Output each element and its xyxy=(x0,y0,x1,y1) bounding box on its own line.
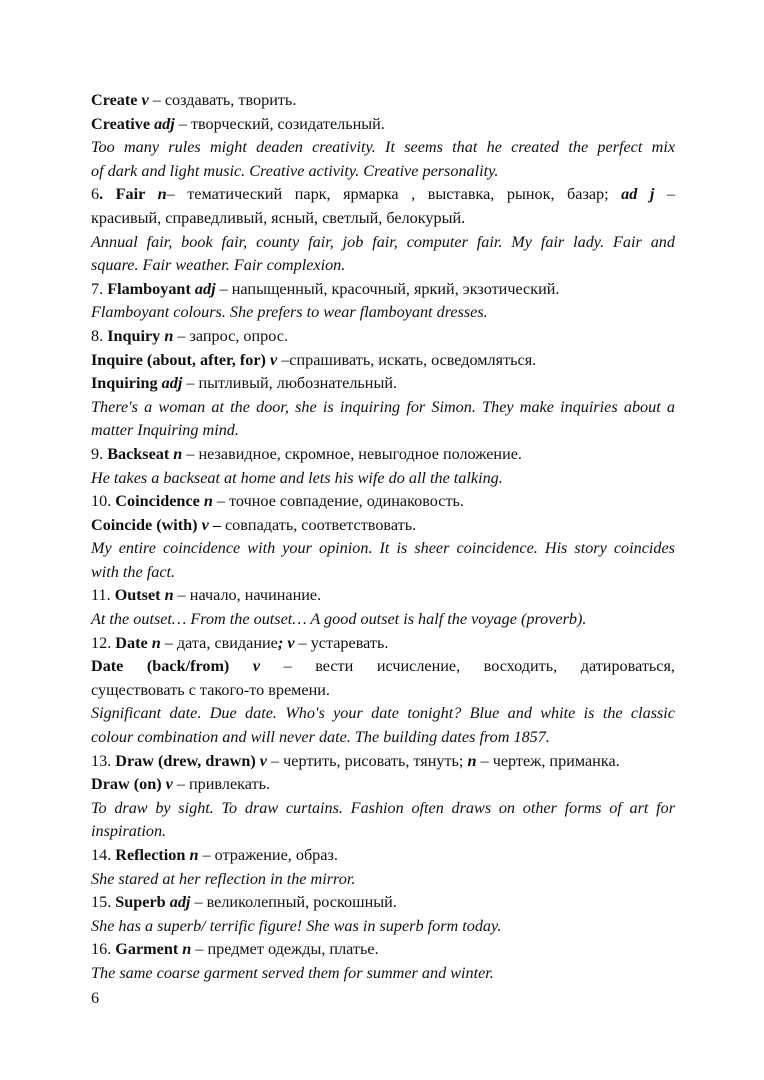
text-line xyxy=(91,868,675,892)
text-line xyxy=(91,561,675,585)
text-segment: Coincidence xyxy=(115,492,204,511)
text-segment: 14. xyxy=(91,846,116,864)
text-segment: with the fact. xyxy=(91,562,176,581)
text-segment: v xyxy=(141,91,149,109)
text-line xyxy=(91,467,675,491)
text-segment: Coincide (with) xyxy=(91,515,202,534)
text-line xyxy=(91,608,675,632)
text-segment: Flamboyant xyxy=(107,279,195,298)
text-segment: 12. xyxy=(91,633,116,652)
text-segment: – начало, начинание. xyxy=(173,586,322,605)
text-line xyxy=(91,514,675,538)
text-line xyxy=(91,655,675,679)
text-line xyxy=(91,632,675,656)
text-segment: –спрашивать, искать, осведомляться. xyxy=(277,350,537,369)
text-line xyxy=(91,938,675,962)
text-segment: square. Fair weather. Fair complexion. xyxy=(91,256,346,275)
text-line xyxy=(91,89,675,113)
text-segment: ; xyxy=(277,633,284,652)
text-segment: – привлекать. xyxy=(172,775,271,794)
text-segment: Inquire (about, after, for) xyxy=(91,350,270,369)
text-segment: v xyxy=(252,657,261,676)
text-line xyxy=(91,325,675,349)
text-segment: n xyxy=(164,586,174,605)
text-segment: – xyxy=(654,185,676,204)
text-segment: – создавать, творить. xyxy=(148,91,297,109)
text-segment: Creative xyxy=(91,114,155,133)
text-line xyxy=(91,231,675,255)
text-segment: Outset xyxy=(114,586,165,605)
text-segment: Reflection xyxy=(115,846,190,864)
text-segment: – предмет одежды, платье. xyxy=(191,940,379,959)
text-segment: Draw (drew, drawn) xyxy=(115,751,260,770)
text-segment: 9. xyxy=(91,444,108,463)
text-line xyxy=(91,891,675,915)
text-line xyxy=(91,419,675,443)
text-segment: – точное совпадение, одинаковость. xyxy=(212,492,464,511)
text-segment: n xyxy=(157,185,167,204)
text-line xyxy=(91,726,675,750)
text-segment: – творческий, созидательный. xyxy=(174,114,385,133)
text-segment: adj xyxy=(154,114,175,133)
text-segment: n xyxy=(164,326,174,345)
text-segment: Annual fair, book fair, county fair, job fair, computer fair. My fair lady. Fair and xyxy=(91,232,675,251)
text-segment: At the outset… From the outset… A good outset is half the voyage (proverb). xyxy=(91,610,587,629)
vocabulary-page-body xyxy=(91,89,675,986)
text-line xyxy=(91,915,675,939)
text-line xyxy=(91,679,675,703)
text-line xyxy=(91,844,675,868)
text-segment: – запрос, опрос. xyxy=(173,326,289,345)
text-segment: 6 xyxy=(91,185,100,204)
text-line xyxy=(91,537,675,561)
text-segment: Inquiring xyxy=(91,374,162,393)
text-segment: – xyxy=(208,515,225,534)
text-segment: inspiration. xyxy=(91,822,167,841)
text-segment: n xyxy=(467,751,477,770)
text-segment: Date (back/from) xyxy=(91,657,253,676)
text-line xyxy=(91,490,675,514)
text-segment: – устаревать. xyxy=(294,633,389,652)
text-segment: Garment xyxy=(115,940,183,959)
text-line xyxy=(91,301,675,325)
text-segment: n xyxy=(189,846,199,864)
text-line xyxy=(91,443,675,467)
text-segment: She has a superb/ terrific figure! She was in superb form today. xyxy=(91,916,502,935)
text-segment: Date xyxy=(115,633,152,652)
text-line xyxy=(91,183,675,207)
text-line xyxy=(91,396,675,420)
text-line xyxy=(91,750,675,774)
text-segment: of dark and light music. Creative activity. Creative personality. xyxy=(91,161,499,180)
text-line xyxy=(91,372,675,396)
text-segment: adj xyxy=(169,893,191,912)
text-segment: . Fair xyxy=(99,185,158,204)
text-segment: – пытливый, любознательный. xyxy=(182,374,398,393)
text-segment: – напыщенный, красочный, яркий, экзотический. xyxy=(215,279,560,298)
text-segment: adj xyxy=(194,279,216,298)
text-segment: My entire coincidence with your opinion. It is sheer coincidence. His story coincides xyxy=(91,539,675,558)
text-segment: There's a woman at the door, she is inquiring for Simon. They make inquiries about a xyxy=(91,397,675,416)
text-segment: Significant date. Due date. Who's your date tonight? Blue and white is the classic xyxy=(91,704,675,723)
text-segment: To draw by sight. To draw curtains. Fashion often draws on other forms of art for xyxy=(91,798,675,817)
text-segment: – чертить, рисовать, тянуть; xyxy=(266,751,468,770)
text-segment: 8. xyxy=(91,326,108,345)
text-segment: Inquiry xyxy=(107,326,165,345)
text-segment: n xyxy=(203,492,213,511)
text-segment: ad j xyxy=(621,185,655,204)
text-segment: Superb xyxy=(115,893,170,912)
text-segment: существовать с такого-то времени. xyxy=(91,680,330,699)
text-segment: She stared at her reflection in the mirror. xyxy=(91,869,356,888)
text-segment: 10. xyxy=(91,492,116,511)
text-segment: – незавидное, скромное, невыгодное положение. xyxy=(182,444,522,463)
text-segment: Create xyxy=(91,91,142,109)
text-segment: n xyxy=(151,633,161,652)
text-line xyxy=(91,254,675,278)
text-line xyxy=(91,278,675,302)
text-segment: n xyxy=(182,940,192,959)
text-segment: – тематический парк, ярмарка , выставка, рынок, базар; xyxy=(166,185,622,204)
text-segment: Draw (on) xyxy=(91,775,166,794)
text-line xyxy=(91,773,675,797)
text-segment: The same coarse garment served them for summer and winter. xyxy=(91,963,494,982)
page-number: 6 xyxy=(91,989,100,1007)
text-line xyxy=(91,136,675,160)
text-line xyxy=(91,702,675,726)
text-line xyxy=(91,962,675,986)
text-segment: красивый, справедливый, ясный, светлый, белокурый. xyxy=(91,208,466,227)
text-segment: – великолепный, роскошный. xyxy=(190,893,397,912)
text-segment: v xyxy=(201,515,209,534)
text-segment: v xyxy=(165,775,173,794)
text-segment: совпадать, соответствовать. xyxy=(224,515,417,534)
text-segment: 16. xyxy=(91,940,116,959)
text-segment: v xyxy=(259,751,267,770)
text-segment: 7. xyxy=(91,279,108,298)
text-line xyxy=(91,113,675,137)
text-segment: v xyxy=(269,350,278,369)
text-line xyxy=(91,584,675,608)
text-segment: – вести исчисление, восходить, датироваться, xyxy=(260,657,675,676)
text-segment: Backseat xyxy=(107,444,174,463)
text-segment: Too many rules might deaden creativity. It seems that he created the perfect mix xyxy=(91,138,675,157)
text-segment: He takes a backseat at home and lets his wife do all the talking. xyxy=(91,468,503,487)
text-line xyxy=(91,820,675,844)
text-segment: adj xyxy=(161,374,183,393)
text-segment: – чертеж, приманка. xyxy=(476,751,620,770)
text-line xyxy=(91,349,675,373)
text-line xyxy=(91,797,675,821)
text-segment: Flamboyant colours. She prefers to wear flamboyant dresses. xyxy=(91,303,488,322)
text-segment: – дата, свидание xyxy=(160,633,278,652)
text-segment: n xyxy=(173,444,183,463)
text-line xyxy=(91,207,675,231)
text-segment: 15. xyxy=(91,893,116,912)
text-segment: 13. xyxy=(91,751,116,770)
text-segment: colour combination and will never date. The building dates from 1857. xyxy=(91,728,550,747)
text-segment: matter Inquiring mind. xyxy=(91,421,239,440)
text-line xyxy=(91,160,675,184)
text-segment: 11. xyxy=(91,586,115,605)
text-segment: v xyxy=(287,633,295,652)
text-segment: – отражение, образ. xyxy=(198,846,338,864)
